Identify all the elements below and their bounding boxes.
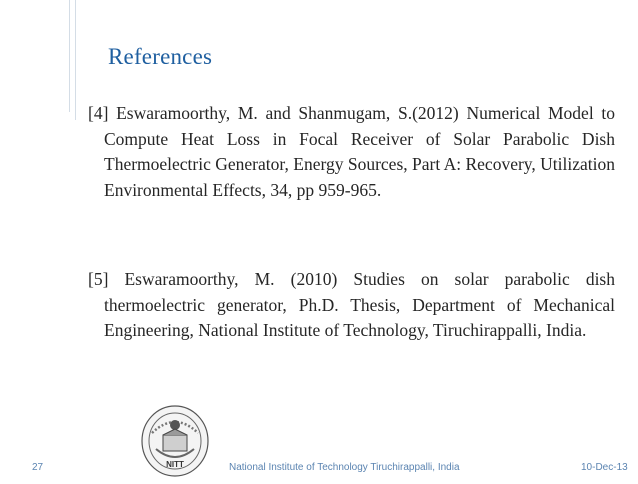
decorative-line	[69, 0, 70, 112]
decorative-line	[75, 0, 76, 120]
slide-number: 27	[32, 462, 44, 473]
footer-institution: National Institute of Technology Tiruchirappalli, India	[229, 462, 460, 473]
nitt-emblem-icon	[138, 403, 212, 479]
footer-date: 10-Dec-13	[581, 462, 628, 473]
reference-item: [4] Eswaramoorthy, M. and Shanmugam, S.(2012) Numerical Model to Compute Heat Loss in Focal Receiver of Solar Parabolic Dish Thermoelectric Generator, Energy Sources, Part A: Recovery, Utilization Environmental Effects, 34, pp 959-965.	[88, 103, 615, 200]
logo-text: NITT	[166, 460, 184, 469]
slide-title: References	[108, 44, 213, 69]
institute-logo	[138, 403, 212, 479]
reference-item: [5] Eswaramoorthy, M. (2010) Studies on solar parabolic dish thermoelectric generator, Ph.D. Thesis, Department of Mechanical Engineering, National Institute of Technology, Tiruchirappalli, India.	[88, 269, 615, 341]
